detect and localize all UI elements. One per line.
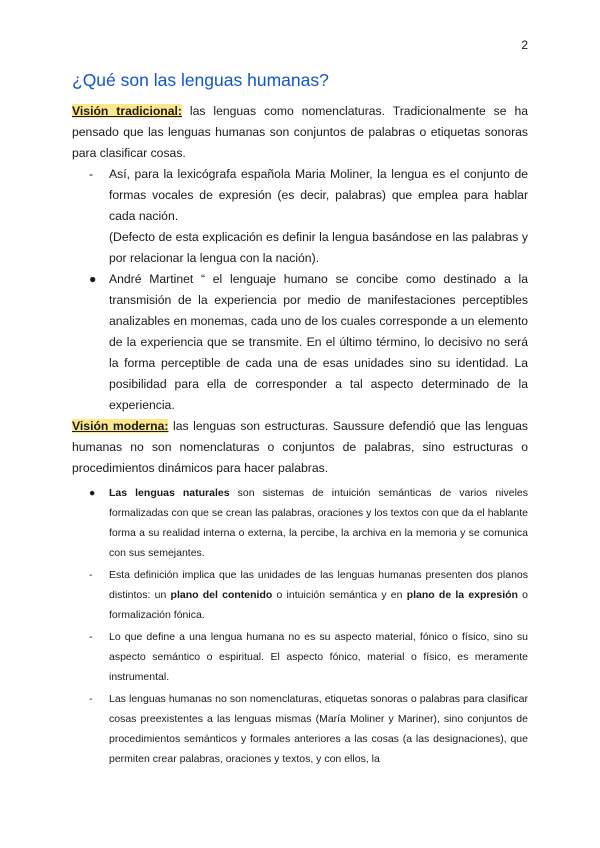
vision-tradicional-paragraph <box>72 101 528 164</box>
list-item-martinet <box>72 269 528 416</box>
moliner-note: (Defecto de esta explicación es definir la lengua basándose en las palabras y por relacionar la lengua con la nación). <box>109 230 528 265</box>
list-item-nomenclaturas <box>72 689 528 769</box>
dash-marker: - <box>89 693 93 705</box>
naturales-text <box>109 483 528 563</box>
bullet-marker: ● <box>89 272 97 286</box>
planos-bold-2: plano de la expresión <box>406 589 518 601</box>
list-item-moliner <box>72 164 528 269</box>
dash-marker: - <box>89 569 93 581</box>
vision-moderna-text: las lenguas son estructuras. Saussure defendió que las lenguas humanas no son nomenclaturas o conjuntos de palabras, sino estructuras o procedimientos dinámicos para hacer palabras. <box>72 419 529 475</box>
list-item-planos <box>72 565 528 625</box>
planos-text-3: o formalización fónica. <box>109 589 529 621</box>
tradicional-list <box>72 164 528 416</box>
planos-text-2: o intuición semántica y en <box>272 589 407 601</box>
define-text: Lo que define a una lengua humana no es su aspecto material, fónico o físico, sino su aspecto semántico o espiritual. El aspecto fónico, material o físico, es meramente instrumental. <box>109 631 528 683</box>
section-title: ¿Qué son las lenguas humanas? <box>72 70 329 90</box>
vision-moderna-label: Visión moderna: <box>72 419 169 433</box>
martinet-text: André Martinet “ el lenguaje humano se concibe como destinado a la transmisión de la experiencia por medio de manifestaciones perceptibles analizables en monemas, cada uno de los cuales corresponde a un elemento de la experiencia que se transmite. En el último término, lo decisivo no será la forma perceptible de cada una de esas unidades sino su identidad. La posibilidad para ella de corresponder a tal aspecto determinado de la experiencia. <box>109 272 528 412</box>
vision-tradicional-label: Visión tradicional: <box>72 104 182 118</box>
vision-moderna-paragraph <box>72 416 528 479</box>
page-number: 2 <box>521 38 528 52</box>
document-body <box>72 70 528 769</box>
planos-text-1: Esta definición implica que las unidades de las lenguas humanas presenten dos planos distintos: un <box>109 569 528 601</box>
nomenclaturas-text: Las lenguas humanas no son nomenclaturas, etiquetas sonoras o palabras para clasificar cosas preexistentes a las lenguas mismas (María Moliner y Mariner), sino conjuntos de procedimientos semánticos y formales anteriores a las cosas (a las designaciones), que permiten crear palabras, oraciones y textos, y con ellos, la <box>109 693 528 765</box>
planos-bold-1: plano del contenido <box>170 589 273 601</box>
moderna-list <box>72 483 528 769</box>
dash-marker: - <box>89 631 93 643</box>
naturales-rest: son sistemas de intuición semánticas de varios niveles formalizadas con que se crean las palabras, oraciones y los textos con que da el hablante forma a su realidad interna o externa, la percibe, la archiva en la memoria y se comunica con sus semejantes. <box>109 487 528 559</box>
vision-tradicional-text: las lenguas como nomenclaturas. Tradicionalmente se ha pensado que las lenguas humanas son conjuntos de palabras o etiquetas sonoras para clasificar cosas. <box>72 104 528 160</box>
list-item-define <box>72 627 528 687</box>
planos-text <box>109 565 528 625</box>
list-item-lenguas-naturales <box>72 483 528 563</box>
naturales-bold: Las lenguas naturales <box>109 487 230 499</box>
moliner-text: Así, para la lexicógrafa española Maria Moliner, la lengua es el conjunto de formas vocales de expresión (es decir, palabras) que emplea para hablar cada nación. <box>109 167 528 223</box>
bullet-marker: ● <box>89 487 96 499</box>
dash-marker: - <box>89 167 94 181</box>
